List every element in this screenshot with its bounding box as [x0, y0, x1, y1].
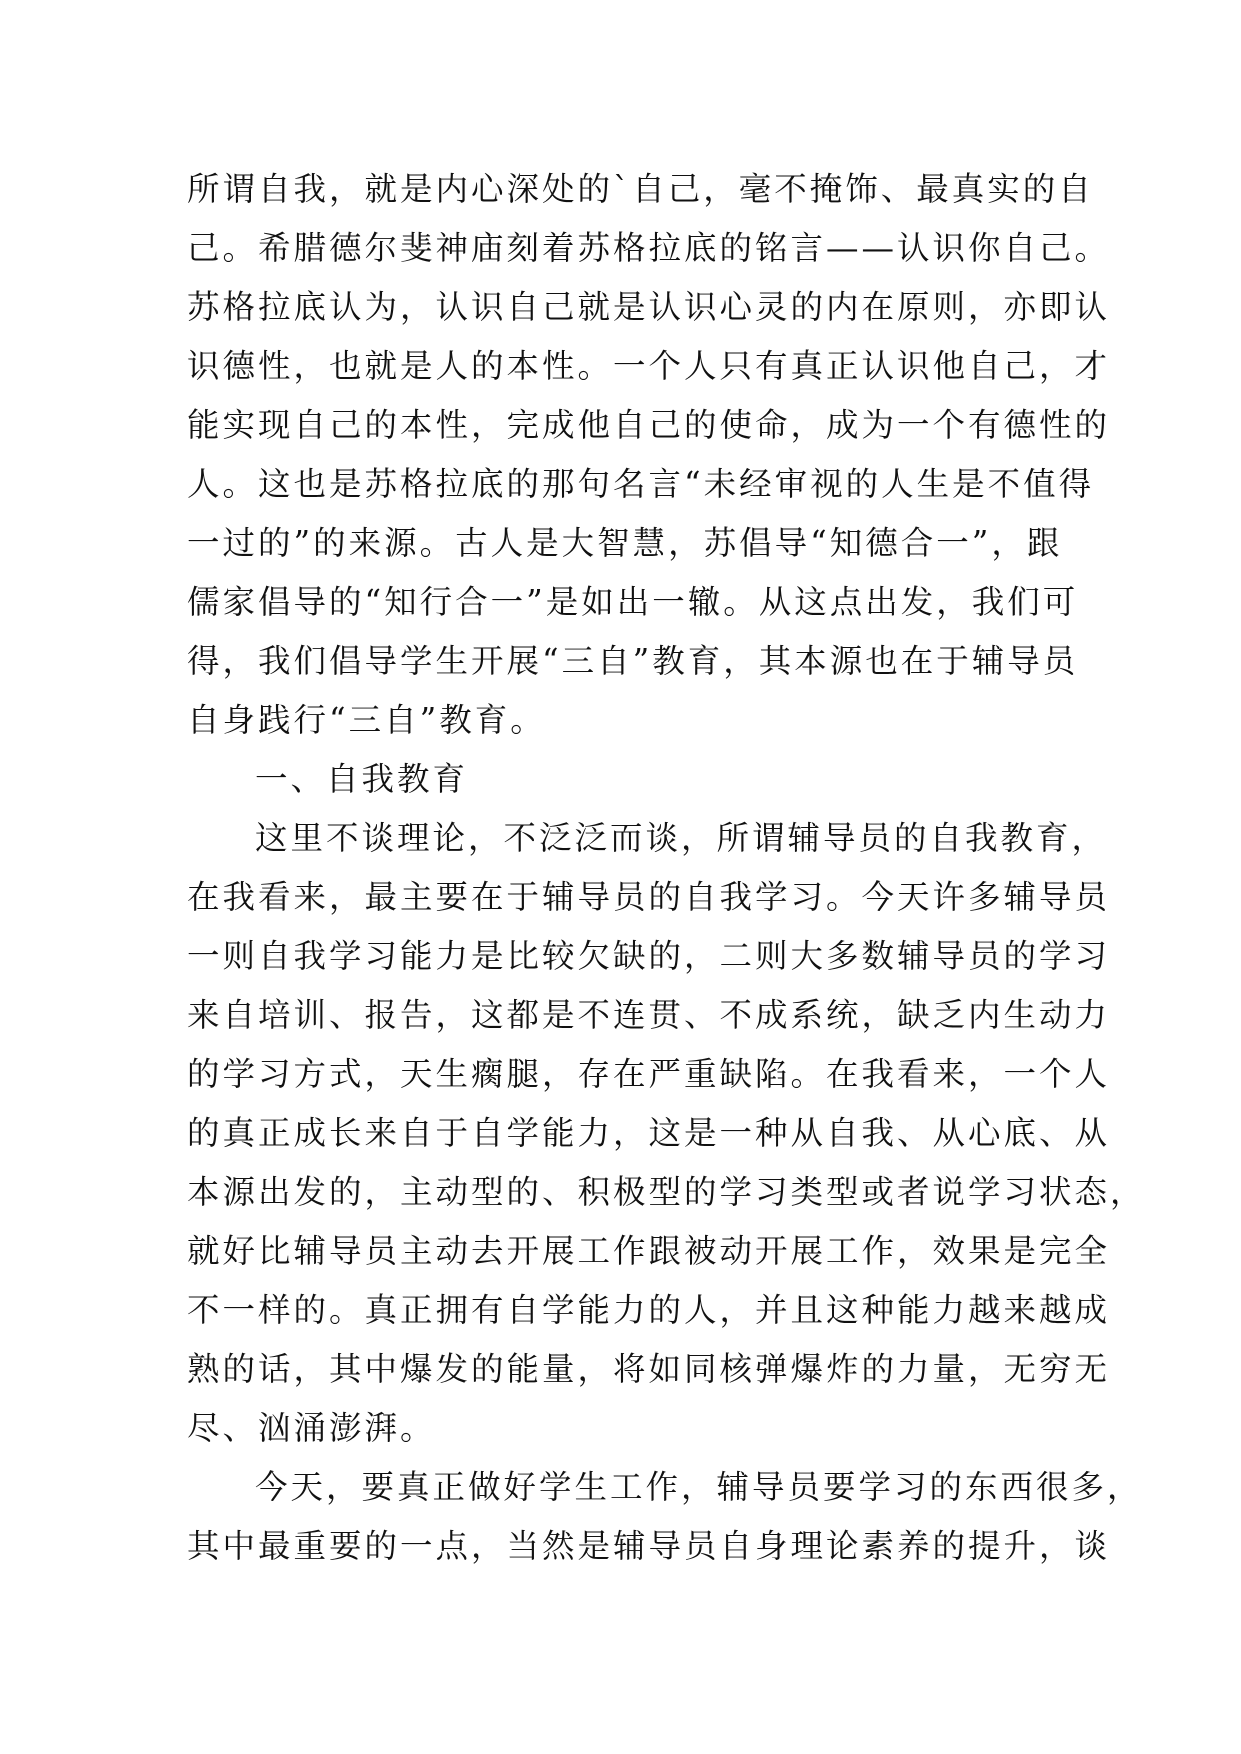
text-line: 自身践行“三自”教育。 [187, 701, 546, 739]
text-line: 一过的”的来源。古人是大智慧，苏倡导“知德合一”，跟 [187, 524, 1063, 562]
text-line: 这里不谈理论，不泛泛而谈，所谓辅导员的自我教育， [255, 819, 1108, 857]
text-line: 人。这也是苏格拉底的那句名言“未经审视的人生是不值得 [187, 465, 1095, 503]
text-line: 不一样的。真正拥有自学能力的人，并且这种能力越来越成 [187, 1291, 1111, 1329]
text-line: 所谓自我，就是内心深处的`自己，毫不掩饰、最真实的自 [187, 170, 1094, 208]
text-line: 儒家倡导的“知行合一”是如出一辙。从这点出发，我们可 [187, 583, 1079, 621]
text-line: 本源出发的，主动型的、积极型的学习类型或者说学习状态， [187, 1173, 1146, 1211]
text-line: 一则自我学习能力是比较欠缺的，二则大多数辅导员的学习 [187, 937, 1111, 975]
text-line: 苏格拉底认为，认识自己就是认识心灵的内在原则，亦即认 [187, 288, 1111, 326]
text-line: 的学习方式，天生瘸腿，存在严重缺陷。在我看来，一个人 [187, 1055, 1111, 1093]
text-line: 尽、汹涌澎湃。 [187, 1409, 436, 1447]
section-heading: 一、自我教育 [255, 760, 469, 798]
text-line: 今天，要真正做好学生工作，辅导员要学习的东西很多， [255, 1468, 1143, 1506]
text-line: 熟的话，其中爆发的能量，将如同核弹爆炸的力量，无穷无 [187, 1350, 1111, 1388]
text-line: 能实现自己的本性，完成他自己的使命，成为一个有德性的 [187, 406, 1111, 444]
text-line: 其中最重要的一点，当然是辅导员自身理论素养的提升，谈 [187, 1527, 1111, 1565]
text-line: 识德性，也就是人的本性。一个人只有真正认识他自己，才 [187, 347, 1111, 385]
body-text [187, 160, 1146, 1576]
text-line: 就好比辅导员主动去开展工作跟被动开展工作，效果是完全 [187, 1232, 1111, 1270]
text-line: 在我看来，最主要在于辅导员的自我学习。今天许多辅导员 [187, 878, 1111, 916]
text-line: 来自培训、报告，这都是不连贯、不成系统，缺乏内生动力 [187, 996, 1111, 1034]
text-line: 己。希腊德尔斐神庙刻着苏格拉底的铭言——认识你自己。 [187, 229, 1111, 267]
text-line: 得，我们倡导学生开展“三自”教育，其本源也在于辅导员 [187, 642, 1079, 680]
text-line: 的真正成长来自于自学能力，这是一种从自我、从心底、从 [187, 1114, 1111, 1152]
